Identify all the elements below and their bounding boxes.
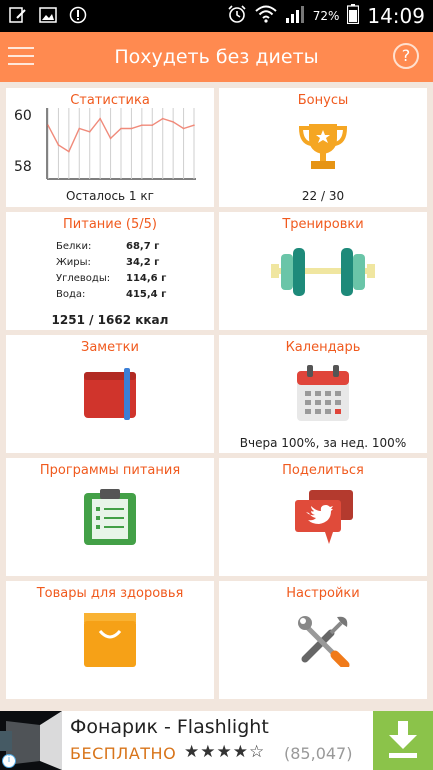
- card-settings[interactable]: [219, 581, 427, 699]
- card-nutrition[interactable]: [6, 212, 214, 330]
- card-title-workouts: Тренировки: [282, 217, 364, 232]
- image-notification-icon: [38, 5, 58, 25]
- battery-percent: 72%: [312, 9, 340, 23]
- chart-point: [183, 128, 185, 130]
- card-statistics[interactable]: [6, 88, 214, 207]
- card-notes[interactable]: [6, 335, 214, 453]
- download-button[interactable]: [373, 711, 433, 770]
- clipboard-icon: [84, 489, 136, 545]
- chart-point: [47, 124, 49, 126]
- ad-info-icon[interactable]: i: [2, 754, 16, 768]
- nutrient-label: Углеводы:: [56, 273, 111, 284]
- card-diet-programs[interactable]: [6, 458, 214, 576]
- status-bar: [0, 0, 433, 32]
- chart-point: [89, 131, 91, 133]
- notebook-icon: [82, 368, 138, 420]
- help-button[interactable]: ?: [393, 43, 419, 69]
- card-title-statistics: Статистика: [70, 93, 150, 108]
- chart-point: [68, 151, 70, 153]
- nutrient-label: Жиры:: [56, 257, 91, 268]
- ad-title: Фонарик - Flashlight: [70, 716, 269, 738]
- bonus-progress: 22 / 30: [301, 189, 345, 203]
- chart-point: [78, 128, 80, 130]
- card-workouts[interactable]: [219, 212, 427, 330]
- card-health-goods[interactable]: [6, 581, 214, 699]
- chart-point: [172, 121, 174, 123]
- chart-point: [151, 124, 153, 126]
- nutrient-label: Вода:: [56, 289, 86, 300]
- card-title-health-goods: Товары для здоровья: [36, 586, 184, 601]
- ad-price: БЕСПЛАТНО: [70, 744, 177, 763]
- chart-point: [99, 118, 101, 120]
- wifi-icon: [255, 4, 277, 28]
- nutrient-value: 114,6 г: [126, 273, 167, 284]
- chart-y-label-top: 60: [14, 108, 32, 124]
- chart-point: [131, 128, 133, 130]
- card-title-settings: Настройки: [286, 586, 360, 601]
- chart-point: [120, 128, 122, 130]
- ad-banner[interactable]: [0, 711, 433, 770]
- twitter-share-icon: [295, 490, 353, 544]
- calendar-caption: Вчера 100%, за нед. 100%: [239, 436, 407, 450]
- card-calendar[interactable]: [219, 335, 427, 453]
- card-title-diet-programs: Программы питания: [39, 463, 181, 478]
- card-title-bonuses: Бонусы: [297, 93, 349, 108]
- app-title: Похудеть без диеты: [114, 46, 319, 68]
- alarm-icon: [227, 4, 247, 28]
- shopping-bag-icon: [84, 613, 136, 667]
- calendar-icon: [297, 365, 349, 421]
- alert-notification-icon: [68, 5, 88, 25]
- ad-rating-count: (85,047): [284, 744, 353, 763]
- chart-point: [58, 144, 60, 146]
- chart-point: [193, 124, 195, 126]
- dumbbell-icon: [271, 246, 375, 298]
- tools-icon: [297, 613, 351, 667]
- chart-point: [110, 138, 112, 140]
- ad-rating-stars: ★★★★☆: [184, 742, 266, 762]
- calories-summary: 1251 / 1662 ккал: [51, 313, 169, 327]
- card-bonuses[interactable]: [219, 88, 427, 207]
- card-title-nutrition: Питание (5/5): [63, 217, 157, 232]
- app-bar: [0, 32, 433, 82]
- chart-point: [141, 124, 143, 126]
- nutrient-label: Белки:: [56, 241, 92, 252]
- weight-remaining-caption: Осталось 1 кг: [66, 189, 154, 203]
- chart-point: [162, 118, 164, 120]
- clock-time: 14:09: [367, 4, 425, 28]
- edit-notification-icon: [8, 5, 28, 25]
- weight-chart: [46, 108, 196, 180]
- chart-y-label-bottom: 58: [14, 159, 32, 175]
- nutrient-value: 68,7 г: [126, 241, 160, 252]
- battery-icon: [347, 4, 359, 28]
- signal-icon: [285, 5, 305, 27]
- card-title-share: Поделиться: [282, 463, 364, 478]
- download-icon: [387, 721, 419, 759]
- nutrient-value: 34,2 г: [126, 257, 160, 268]
- card-title-notes: Заметки: [81, 340, 139, 355]
- trophy-icon: [295, 118, 351, 174]
- card-title-calendar: Календарь: [285, 340, 361, 355]
- card-share[interactable]: [219, 458, 427, 576]
- nutrient-value: 415,4 г: [126, 289, 167, 300]
